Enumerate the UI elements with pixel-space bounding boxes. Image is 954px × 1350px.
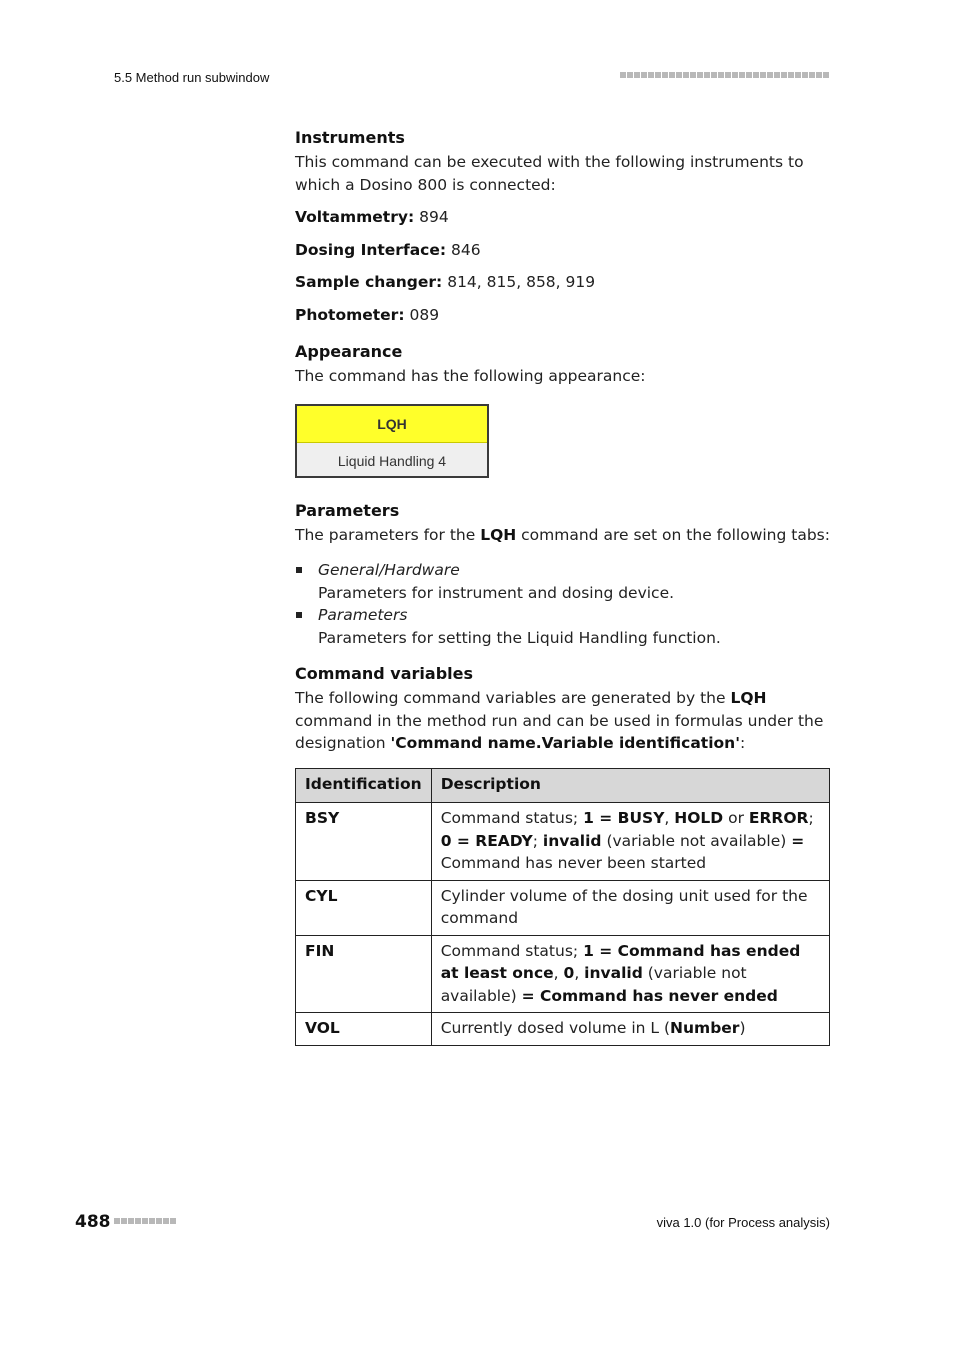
appearance-section [295, 342, 831, 388]
appearance-intro: The command has the following appearance: [295, 367, 646, 385]
command-variables-table [295, 768, 830, 1046]
column-header-description: Description [431, 769, 829, 803]
bullet-icon [296, 567, 302, 573]
lqh-command-label: Liquid Handling 4 [337, 453, 447, 469]
command-variables-section [295, 664, 831, 755]
tab-name-general-hardware: General/Hardware [318, 561, 460, 579]
table-row [296, 935, 830, 1013]
command-variables-intro: The following command variables are generated by the LQH command in the method run and can be used in formulas under the designation 'Command name.Variable identification': [295, 689, 824, 752]
variable-id-cell: CYL [296, 880, 432, 935]
appearance-heading: Appearance [295, 342, 403, 361]
variable-description-cell: Currently dosed volume in L (Number) [431, 1013, 829, 1046]
instrument-photometer: Photometer: 089 [295, 305, 440, 324]
header-decoration [620, 72, 830, 80]
page-number: 488 [75, 1212, 111, 1232]
list-item [295, 604, 831, 649]
command-variables-heading: Command variables [295, 664, 473, 683]
lqh-command-title: LQH [297, 406, 487, 443]
instrument-dosing-interface: Dosing Interface: 846 [295, 240, 481, 259]
variable-description-cell: Command status; 1 = BUSY, HOLD or ERROR; 0 = READY; invalid (variable not available) = Command has never been started [431, 803, 829, 881]
table-row [296, 803, 830, 881]
parameters-intro: The parameters for the LQH command are set on the following tabs: [295, 526, 830, 544]
instruments-section [295, 128, 831, 326]
parameter-tabs-list [295, 559, 831, 649]
tab-name-parameters: Parameters [318, 606, 408, 624]
instrument-sample-changer: Sample changer: 814, 815, 858, 919 [295, 273, 596, 291]
tab-desc-parameters: Parameters for setting the Liquid Handling function. [318, 628, 721, 647]
footer-decoration [114, 1218, 177, 1237]
bullet-icon [296, 612, 302, 618]
table-body [296, 803, 830, 1046]
table-header-row [296, 769, 830, 803]
column-header-identification: Identification [296, 769, 432, 803]
parameters-section [295, 501, 831, 547]
parameters-heading: Parameters [295, 501, 400, 520]
instruments-intro: This command can be executed with the following instruments to which a Dosino 800 is connected: [295, 153, 804, 194]
lqh-command-box [295, 404, 489, 478]
variable-id-cell: BSY [296, 803, 432, 881]
running-header-section: 5.5 Method run subwindow [114, 70, 270, 85]
variable-id-cell: FIN [296, 935, 432, 1013]
list-item [295, 559, 831, 604]
tab-desc-general-hardware: Parameters for instrument and dosing device. [318, 583, 675, 602]
footer-product: viva 1.0 (for Process analysis) [656, 1215, 830, 1230]
instruments-heading: Instruments [295, 128, 405, 147]
variable-id-cell: VOL [296, 1013, 432, 1046]
table-row [296, 880, 830, 935]
variable-description-cell: Command status; 1 = Command has ended at least once, 0, invalid (variable not available) = Command has never ended [431, 935, 829, 1013]
variable-description-cell: Cylinder volume of the dosing unit used for the command [431, 880, 829, 935]
table-row [296, 1013, 830, 1046]
instrument-voltammetry: Voltammetry: 894 [295, 208, 449, 226]
